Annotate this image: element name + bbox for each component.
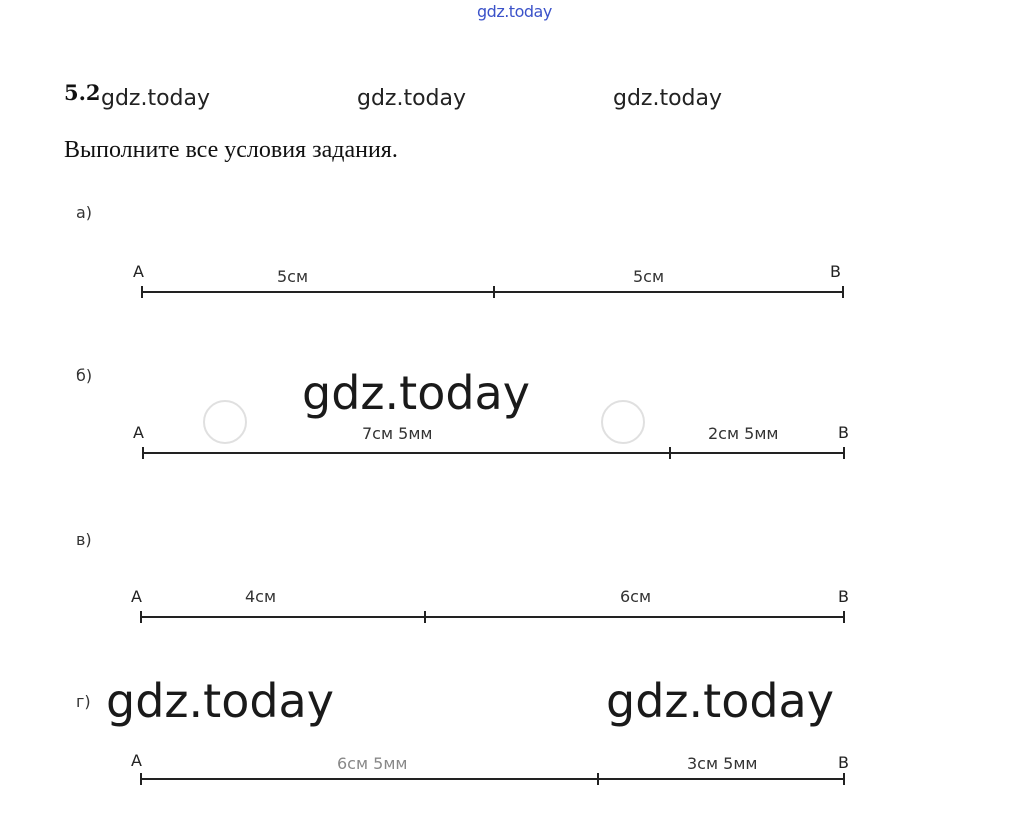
part-d-tick-a bbox=[140, 773, 142, 785]
part-d-point-a: A bbox=[131, 751, 142, 770]
part-a-label: а) bbox=[76, 203, 93, 222]
part-c-segment-1: 4см bbox=[245, 587, 277, 606]
part-c-tick-b bbox=[843, 611, 845, 623]
top-watermark: gdz.today bbox=[477, 2, 552, 21]
part-d-tick-b bbox=[843, 773, 845, 785]
part-c-tick-a bbox=[140, 611, 142, 623]
part-a-segment-1: 5см bbox=[277, 267, 309, 286]
part-d-segment-2: 3см 5мм bbox=[687, 754, 758, 773]
part-b-label: б) bbox=[76, 366, 93, 385]
part-c-point-a: A bbox=[131, 587, 142, 606]
faint-logo-mark bbox=[203, 400, 247, 444]
part-b-point-a: A bbox=[133, 423, 144, 442]
part-c-segment-2: 6см bbox=[620, 587, 652, 606]
part-b-tick-b bbox=[843, 447, 845, 459]
part-c-label: в) bbox=[76, 530, 92, 549]
task-instruction: Выполните все условия задания. bbox=[64, 137, 398, 163]
faint-logo-mark bbox=[601, 400, 645, 444]
part-b-tick-mid bbox=[669, 447, 671, 459]
part-d-point-b: B bbox=[838, 753, 849, 772]
part-d-line bbox=[141, 778, 844, 780]
part-a-tick-b bbox=[842, 286, 844, 298]
header-watermark-2: gdz.today bbox=[357, 86, 467, 111]
task-number: 5.2 bbox=[64, 80, 101, 105]
part-d-segment-1: 6см 5мм bbox=[337, 754, 408, 773]
header-watermark-3: gdz.today bbox=[613, 86, 723, 111]
part-b-tick-a bbox=[142, 447, 144, 459]
part-a-tick-a bbox=[141, 286, 143, 298]
part-c-point-b: B bbox=[838, 587, 849, 606]
part-b-line bbox=[143, 452, 845, 454]
part-d-label: г) bbox=[76, 692, 91, 711]
part-a-point-b: B bbox=[830, 262, 841, 281]
header-watermark-1: gdz.today bbox=[101, 86, 211, 111]
part-d-tick-mid bbox=[597, 773, 599, 785]
part-b-segment-2: 2см 5мм bbox=[708, 424, 779, 443]
big-watermark-b: gdz.today bbox=[302, 366, 530, 420]
big-watermark-g-left: gdz.today bbox=[106, 674, 334, 728]
part-b-segment-1: 7см 5мм bbox=[362, 424, 433, 443]
part-b-point-b: B bbox=[838, 423, 849, 442]
part-a-segment-2: 5см bbox=[633, 267, 665, 286]
part-a-point-a: A bbox=[133, 262, 144, 281]
part-c-line bbox=[141, 616, 844, 618]
part-a-tick-mid bbox=[493, 286, 495, 298]
part-c-tick-mid bbox=[424, 611, 426, 623]
big-watermark-g-right: gdz.today bbox=[606, 674, 834, 728]
